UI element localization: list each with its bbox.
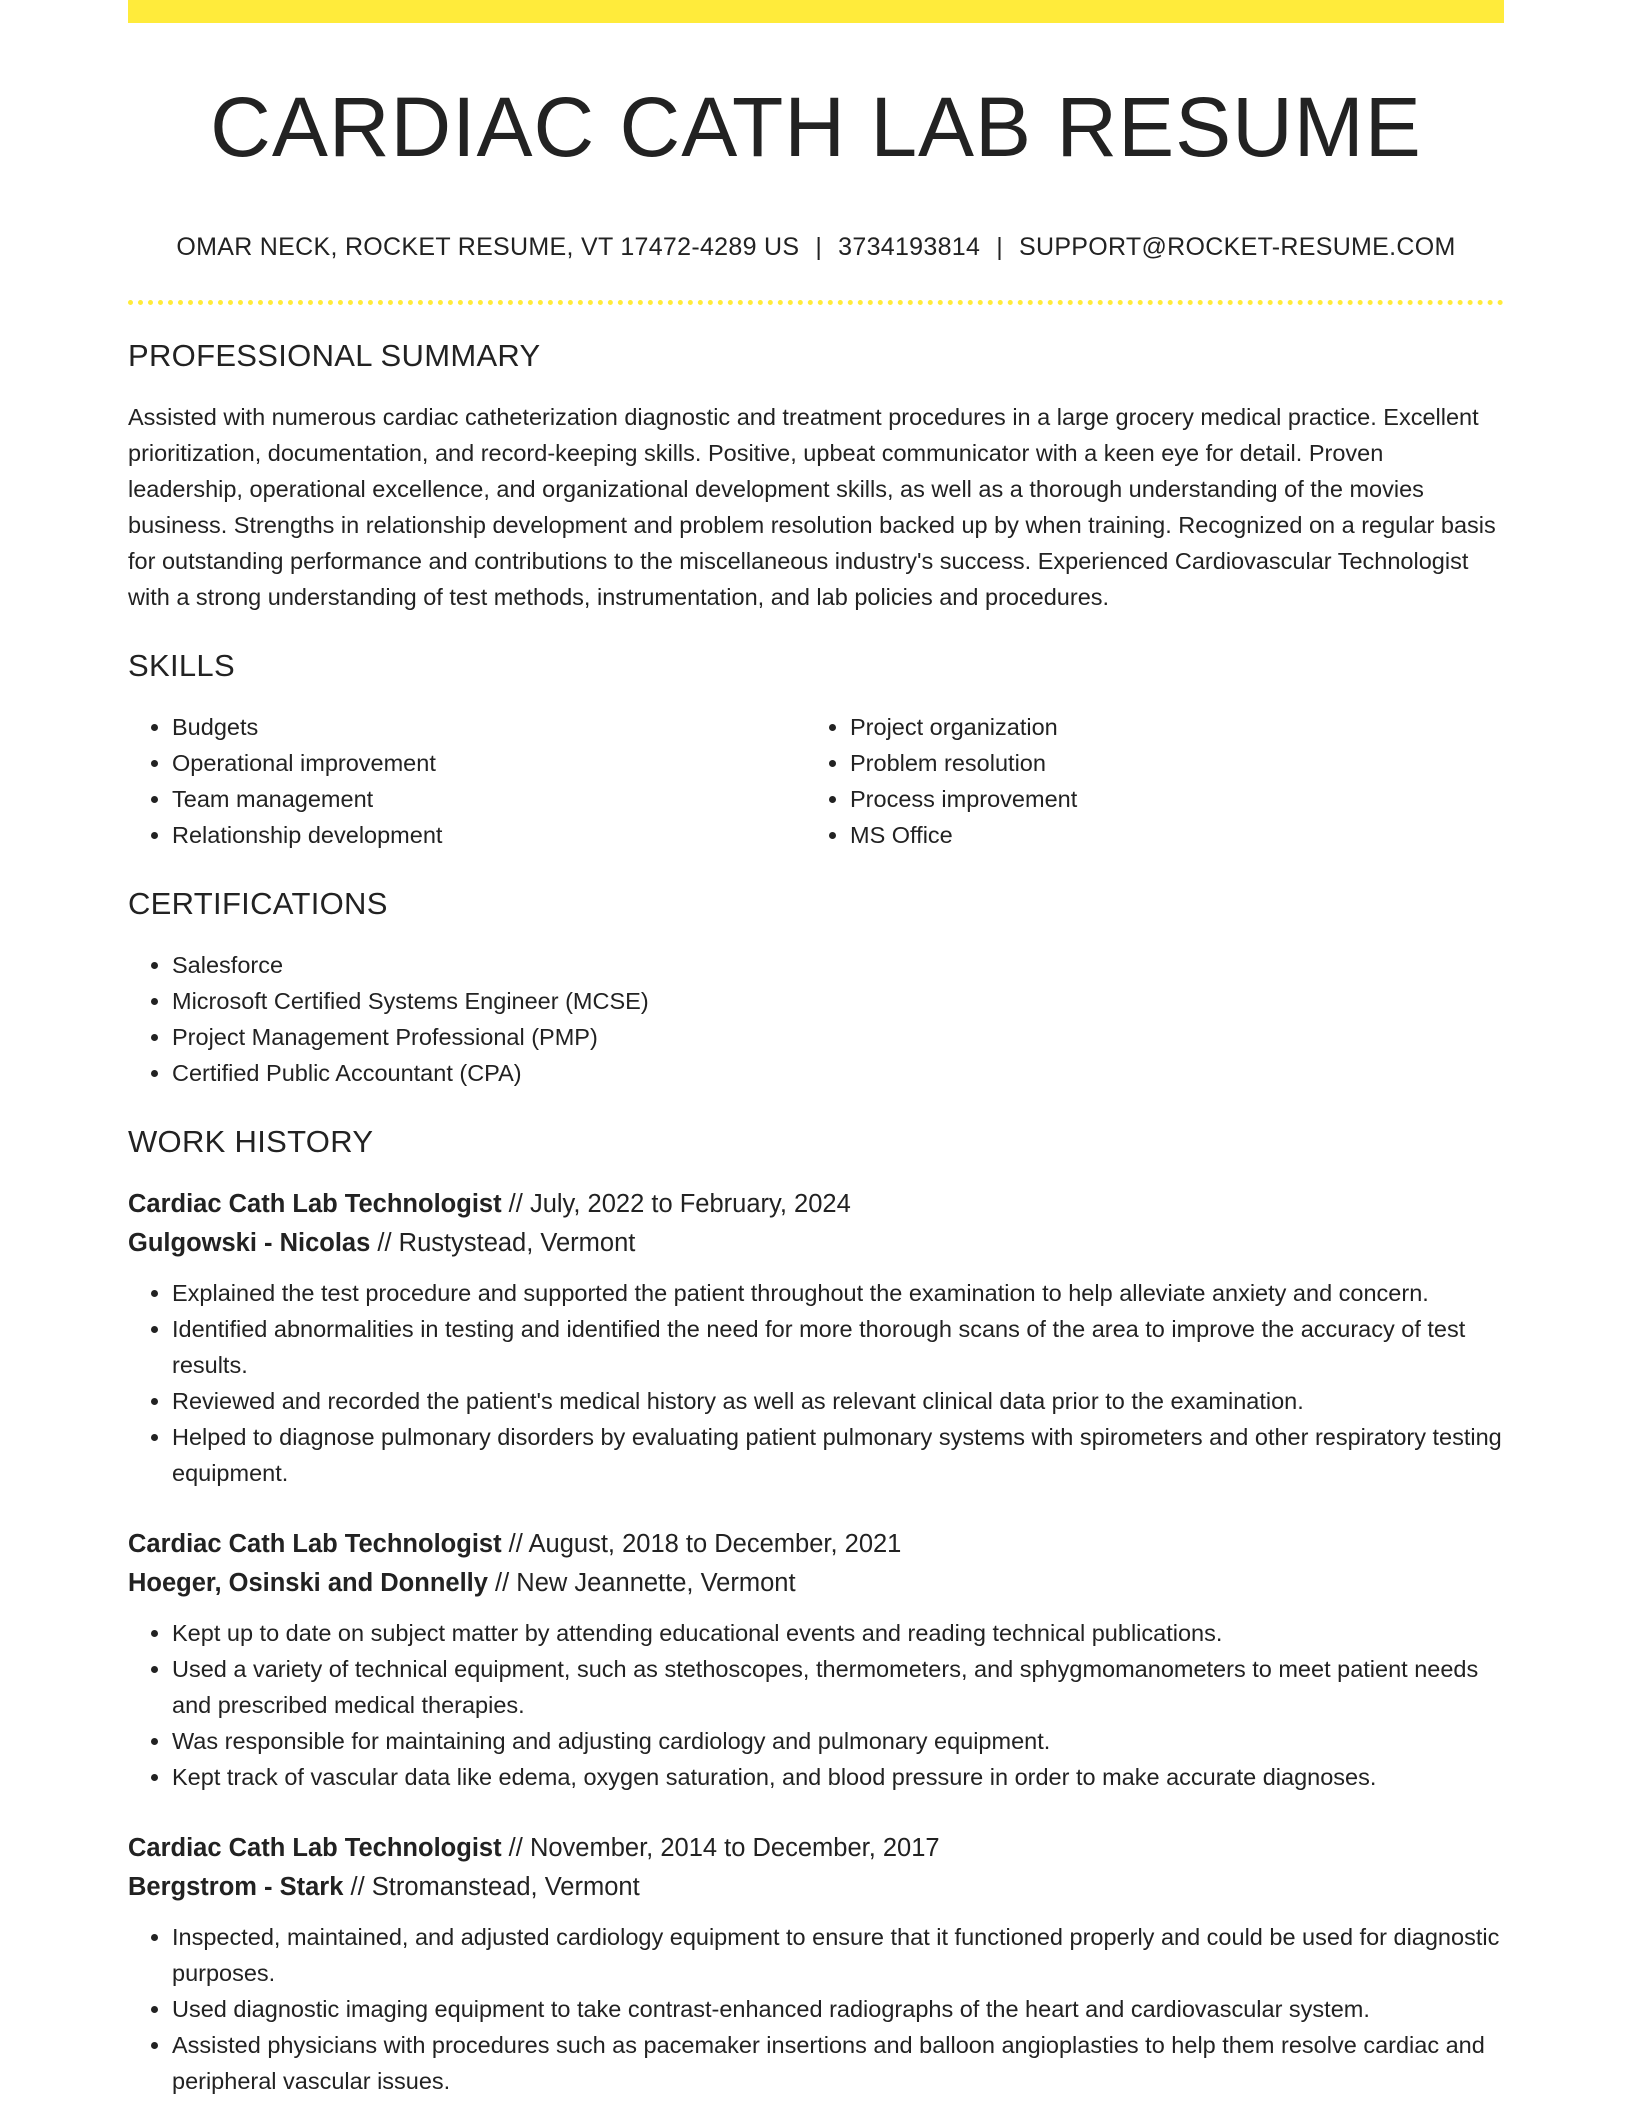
job-bullets: [128, 1275, 1504, 1491]
job-divider: //: [495, 1569, 510, 1598]
list-item: • Assisted physicians with procedures such as pacemaker insertions and balloon angioplasties to help them resolve cardiac and peripheral vascular issues.: [172, 2027, 1504, 2099]
job-bullets: [128, 1615, 1504, 1795]
summary-text: Assisted with numerous cardiac catheterization diagnostic and treatment procedures in a large grocery medical practice. Excellent prioritization, documentation, and record-keeping skills. Positive, upbeat communicator with a keen eye for detail. Proven leadership, operational excellence, and organizational development skills, as well as a thorough understanding of the movies business. Strengths in relationship development and problem resolution backed up by when training. Recognized on a regular basis for outstanding performance and contributions to the miscellaneous industry's success. Experienced Cardiovascular Technologist with a strong understanding of test methods, instrumentation, and lab policies and procedures.: [128, 404, 1496, 611]
accent-top-bar: [128, 0, 1504, 23]
skills-section: [128, 649, 1504, 853]
list-item: • Identified abnormalities in testing and identified the need for more thorough scans of the area to improve the accuracy of test results.: [172, 1311, 1504, 1383]
job-dates: November, 2014 to December, 2017: [529, 1834, 940, 1863]
job-entry: [128, 1525, 1504, 1795]
skills-list-right: [806, 709, 1484, 853]
list-item: • Used diagnostic imaging equipment to take contrast-enhanced radiographs of the heart and cardiovascular system.: [172, 1991, 1504, 2027]
certifications-list: [128, 947, 1504, 1091]
list-item: • Relationship development: [172, 817, 806, 853]
job-divider: //: [350, 1873, 365, 1902]
job-company: Gulgowski - Nicolas: [128, 1229, 371, 1258]
dotted-divider: [128, 300, 1504, 305]
contact-address: OMAR NECK, ROCKET RESUME, VT 17472-4289 US: [176, 233, 800, 261]
list-item: • Reviewed and recorded the patient's medical history as well as relevant clinical data prior to the examination.: [172, 1383, 1504, 1419]
list-item: • Operational improvement: [172, 745, 806, 781]
job-company: Hoeger, Osinski and Donnelly: [128, 1569, 488, 1598]
list-item: • Salesforce: [172, 947, 1504, 983]
list-item: • Certified Public Accountant (CPA): [172, 1055, 1504, 1091]
job-divider: //: [508, 1190, 523, 1219]
job-divider: //: [377, 1229, 392, 1258]
contact-line: [128, 233, 1504, 262]
job-title-line: [128, 1185, 1504, 1224]
contact-email: SUPPORT@ROCKET-RESUME.COM: [1019, 233, 1456, 261]
list-item: • Problem resolution: [850, 745, 1484, 781]
job-location: New Jeannette, Vermont: [516, 1569, 796, 1598]
list-item: • Was responsible for maintaining and adjusting cardiology and pulmonary equipment.: [172, 1723, 1504, 1759]
job-divider: //: [508, 1530, 523, 1559]
job-bullets: [128, 1919, 1504, 2099]
job-title-line: [128, 1525, 1504, 1564]
job-company-line: [128, 1564, 1504, 1603]
list-item: • Kept track of vascular data like edema, oxygen saturation, and blood pressure in order to make accurate diagnoses.: [172, 1759, 1504, 1795]
contact-separator: |: [996, 233, 1003, 261]
list-item: • Project Management Professional (PMP): [172, 1019, 1504, 1055]
skills-list-left: [128, 709, 806, 853]
job-divider: //: [508, 1834, 523, 1863]
job-dates: July, 2022 to February, 2024: [529, 1190, 851, 1219]
job-title: Cardiac Cath Lab Technologist: [128, 1530, 502, 1559]
list-item: • Project organization: [850, 709, 1484, 745]
job-location: Stromanstead, Vermont: [371, 1873, 640, 1902]
section-heading: PROFESSIONAL SUMMARY: [128, 338, 541, 373]
section-heading: SKILLS: [128, 648, 235, 684]
job-title-line: [128, 1829, 1504, 1868]
list-item: • Budgets: [172, 709, 806, 745]
job-company: Bergstrom - Stark: [128, 1873, 344, 1902]
resume-title: CARDIAC CATH LAB RESUME: [210, 80, 1422, 174]
section-heading: CERTIFICATIONS: [128, 886, 388, 922]
section-heading: WORK HISTORY: [128, 1124, 374, 1160]
list-item: • Helped to diagnose pulmonary disorders by evaluating patient pulmonary systems with spirometers and other respiratory testing equipment.: [172, 1419, 1504, 1491]
job-entry: [128, 1829, 1504, 2099]
contact-separator: |: [815, 233, 823, 261]
professional-summary-section: [128, 339, 1504, 615]
list-item: • Process improvement: [850, 781, 1484, 817]
skills-grid: [128, 709, 1504, 853]
certifications-section: [128, 887, 1504, 1091]
list-item: • Inspected, maintained, and adjusted cardiology equipment to ensure that it functioned properly and could be used for diagnostic purposes.: [172, 1919, 1504, 1991]
job-title: Cardiac Cath Lab Technologist: [128, 1834, 502, 1863]
list-item: • Kept up to date on subject matter by attending educational events and reading technical publications.: [172, 1615, 1504, 1651]
job-location: Rustystead, Vermont: [398, 1229, 636, 1258]
list-item: • MS Office: [850, 817, 1484, 853]
job-entry: [128, 1185, 1504, 1491]
list-item: • Microsoft Certified Systems Engineer (MCSE): [172, 983, 1504, 1019]
contact-phone: 3734193814: [838, 233, 981, 261]
list-item: • Explained the test procedure and supported the patient throughout the examination to help alleviate anxiety and concern.: [172, 1275, 1504, 1311]
resume-page: [128, 0, 1504, 2099]
list-item: • Team management: [172, 781, 806, 817]
job-company-line: [128, 1224, 1504, 1263]
job-dates: August, 2018 to December, 2021: [528, 1530, 902, 1559]
job-title: Cardiac Cath Lab Technologist: [128, 1190, 502, 1219]
list-item: • Used a variety of technical equipment, such as stethoscopes, thermometers, and sphygmomanometers to meet patient needs and prescribed medical therapies.: [172, 1651, 1504, 1723]
job-company-line: [128, 1868, 1504, 1907]
work-history-section: [128, 1125, 1504, 2099]
